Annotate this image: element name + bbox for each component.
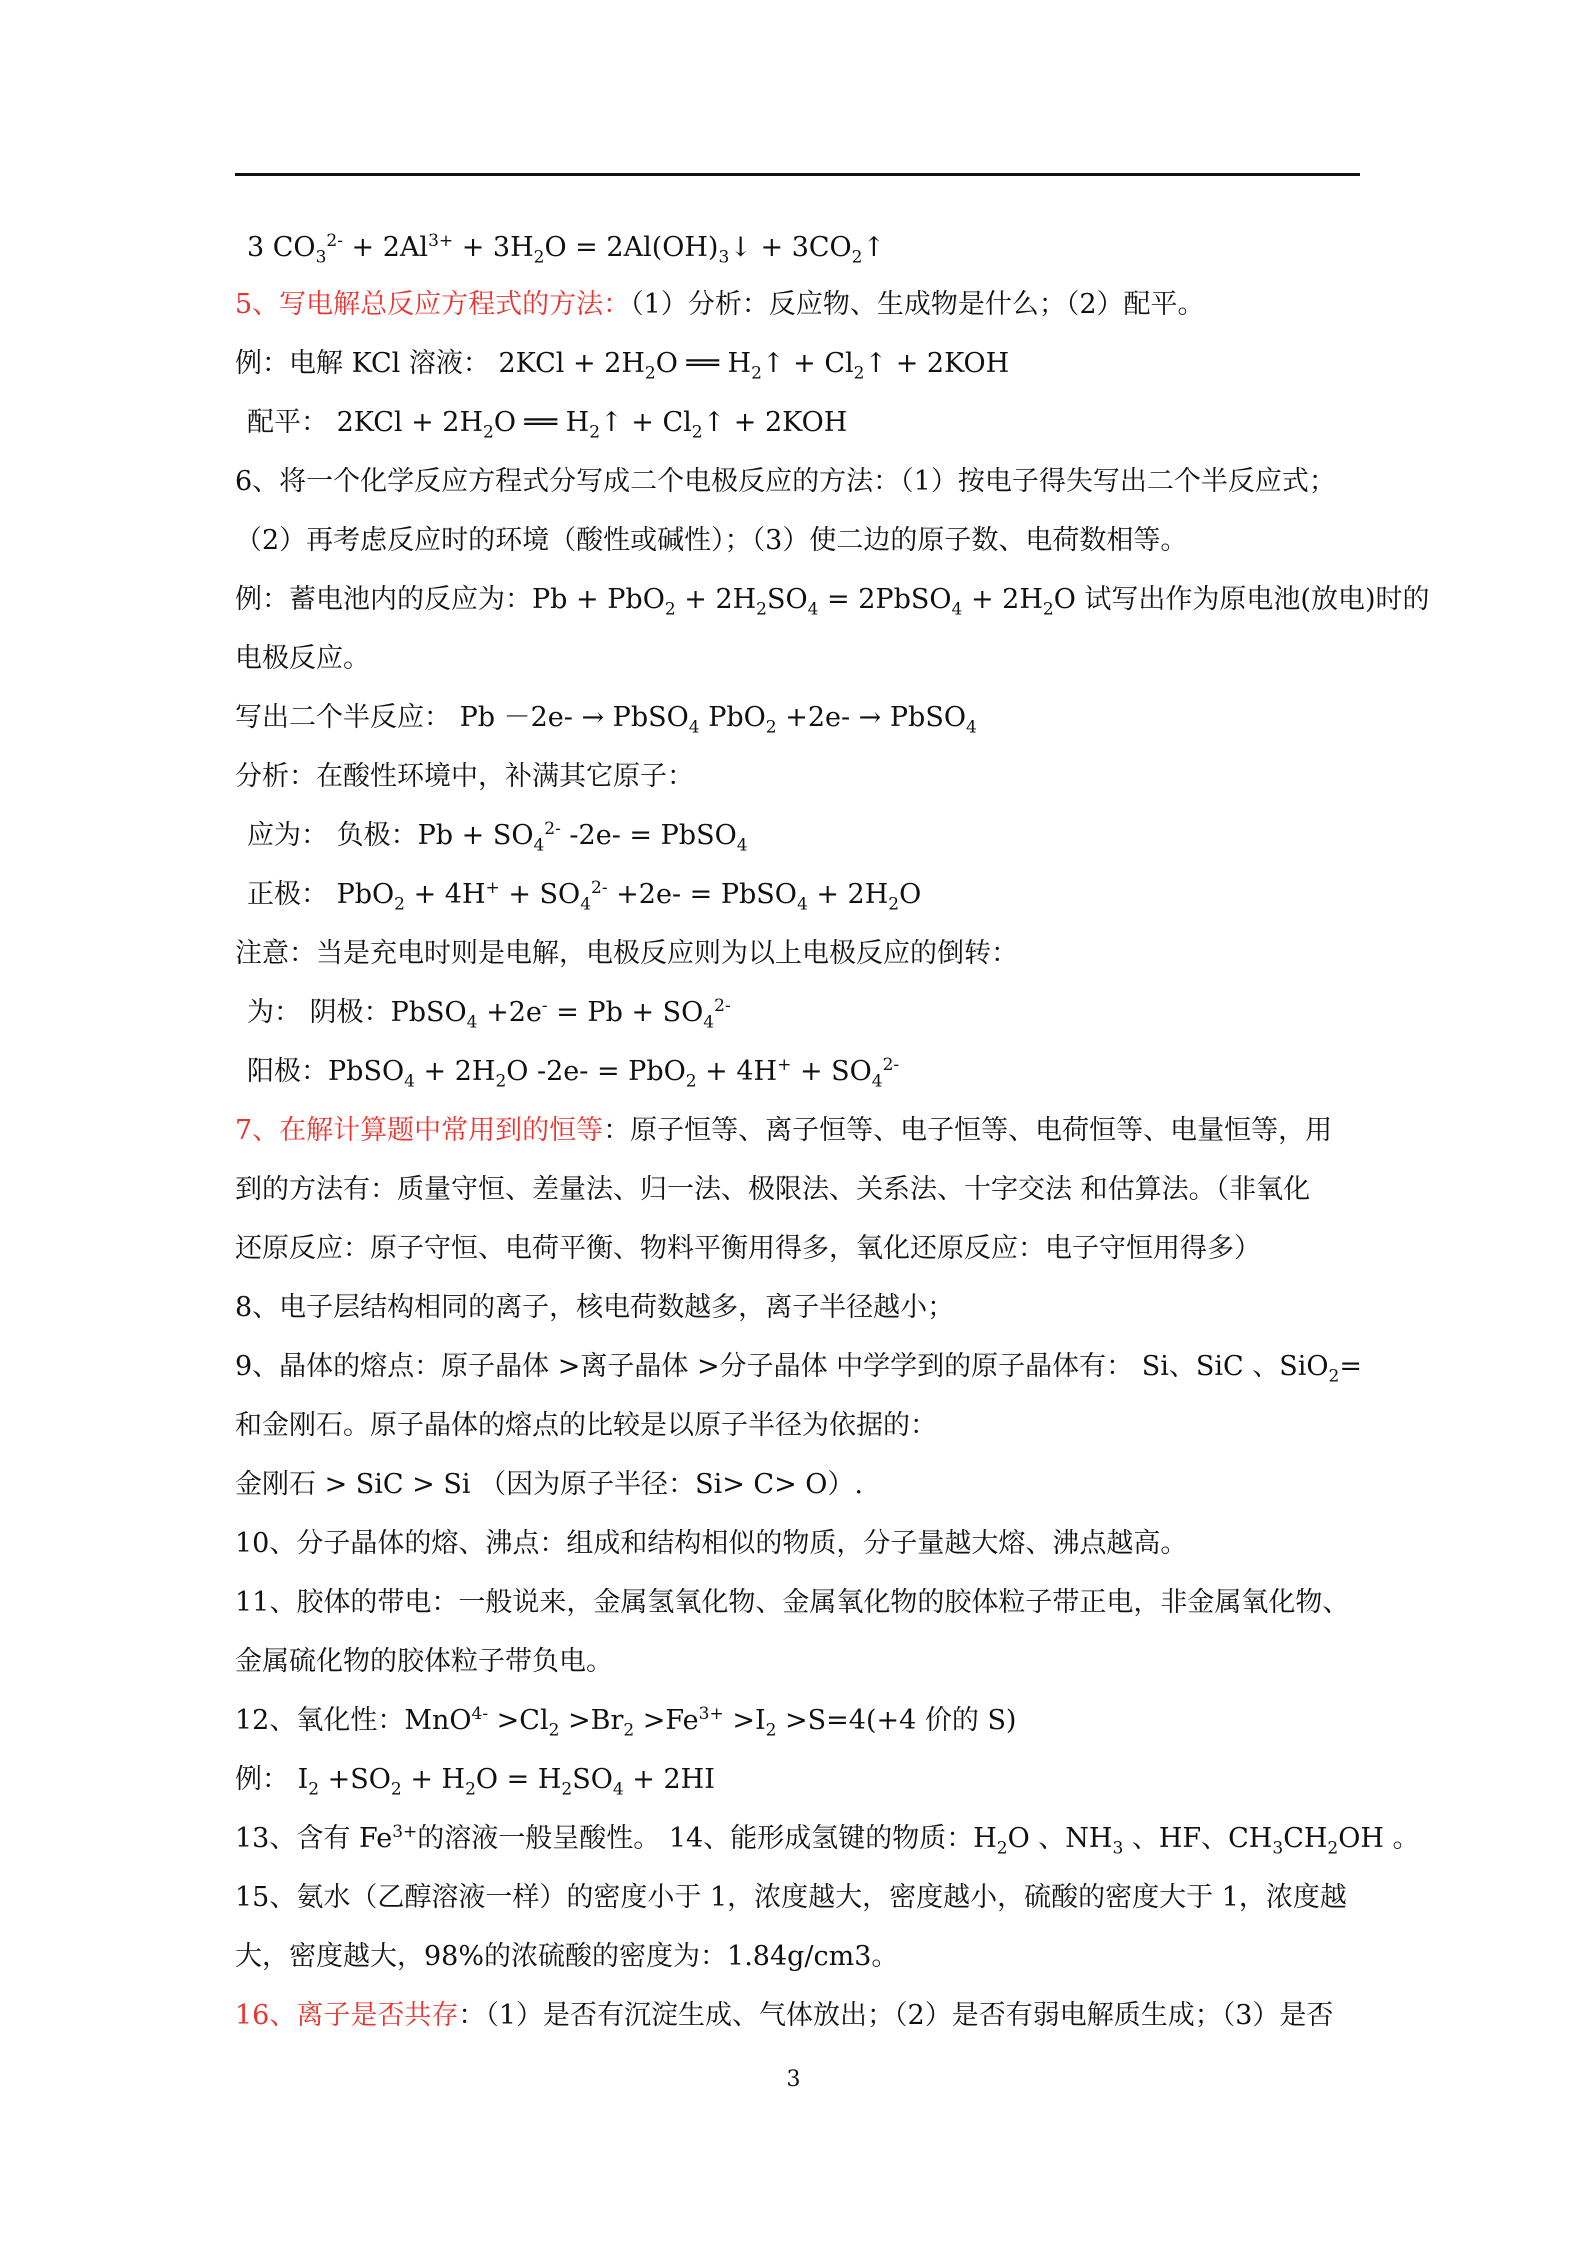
item-7-line-3: 还原反应：原子守恒、电荷平衡、物料平衡用得多，氧化还原反应：电子守恒用得多） [235, 1233, 1261, 1264]
page-number: 3 [786, 2067, 801, 2092]
analysis-line: 分析：在酸性环境中，补满其它原子： [235, 761, 694, 792]
item-6-example-line-2: 电极反应。 [235, 643, 370, 674]
equation-line-1: 3 $CO_3^{2-} + 2Al^{3+} + 3H_2O$ = $2Al(OH)_3↓$ + $3CO_2↑$ [247, 231, 886, 268]
item-5-example: 例：电解 KCl 溶液： $2KCl + 2H_2O$ ══ $H_2↑$ + $Cl_2↑ + 2KOH$ [235, 348, 1010, 384]
item-5-title: 5、写电解总反应方程式的方法： [235, 289, 631, 320]
item-11-line-2: 金属硫化物的胶体粒子带负电。 [235, 1646, 613, 1677]
item-6-line-1: 6、将一个化学反应方程式分写成二个电极反应的方法：（1）按电子得失写出二个半反应式； [235, 466, 1336, 497]
item-6-line-2: （2）再考虑反应时的环境（酸性或碱性）；（3）使二边的原子数、电荷数相等。 [235, 525, 1188, 556]
item-9-line-3: 金刚石 > SiC > Si （因为原子半径：Si> C> O）. [235, 1469, 863, 1500]
item-10: 10、分子晶体的熔、沸点：组成和结构相似的物质，分子量越大熔、沸点越高。 [235, 1528, 1188, 1559]
item-7-line-2: 到的方法有：质量守恒、差量法、归一法、极限法、关系法、十字交法 和估算法。（非氧化 [235, 1174, 1311, 1205]
item-12: 12、氧化性：$MnO^{4-} >Cl_2 >Br_2 >Fe^{3+} >I_2 >S=4(+4$ 价的 S) [235, 1704, 1017, 1741]
item-15-line-2: 大，密度越大，98%的浓硫酸的密度为：1.84g/cm3。 [235, 1941, 899, 1972]
item-13-14: 13、含有 $Fe^{3+}$的溶液一般呈酸性。 14、能形成氢键的物质：$H_2O$ 、$NH_3$ 、HF、$CH_3CH_2OH$ 。 [235, 1822, 1420, 1859]
header-rule [235, 173, 1360, 176]
item-6-example: 例：蓄电池内的反应为：$Pb + PbO_2 + 2H_2SO_4$ = 2PbSO$_4$ + $2H_2O$ 试写出作为原电池(放电)时的 [235, 584, 1430, 620]
item-9: 9、晶体的熔点：原子晶体 >离子晶体 >分子晶体 中学学到的原子晶体有： Si、SiC 、SiO$_2$= [235, 1351, 1362, 1387]
item-8: 8、电子层结构相同的离子，核电荷数越多，离子半径越小； [235, 1292, 955, 1323]
item-5: 5、写电解总反应方程式的方法：（1）分析：反应物、生成物是什么；（2）配平。 [235, 289, 1205, 320]
item-11: 11、胶体的带电：一般说来，金属氢氧化物、金属氧化物的胶体粒子带正电，非金属氧化物、 [235, 1587, 1350, 1618]
item-16-title: 16、离子是否共存 [235, 2000, 459, 2031]
item-15: 15、氨水（乙醇溶液一样）的密度小于 1，浓度越大，密度越小，硫酸的密度大于 1，浓度越 [235, 1882, 1347, 1913]
half-reactions: 写出二个半反应： Pb －2e- → PbSO$_4$ PbO$_2$ +2e- → PbSO$_4$ [235, 702, 977, 738]
negative-electrode: 应为： 负极：$Pb + SO_4^{2-}$ -2e- = PbSO$_4$ [247, 819, 748, 856]
item-16: 16、离子是否共存：（1）是否有沉淀生成、气体放出；（2）是否有弱电解质生成；（3）是否 [235, 2000, 1334, 2031]
item-7-title: 7、在解计算题中常用到的恒等 [235, 1115, 604, 1146]
item-5-balanced: 配平： $2KCl + 2H_2O$ ══ $H_2↑$ + $Cl_2↑ + 2KOH$ [247, 407, 848, 443]
note-line: 注意：当是充电时则是电解，电极反应则为以上电极反应的倒转： [235, 938, 1018, 969]
cathode-line: 为： 阴极：PbSO$_4$ $+2e^- = Pb + SO_4^{2-}$ [247, 996, 731, 1033]
item-7: 7、在解计算题中常用到的恒等：原子恒等、离子恒等、电子恒等、电荷恒等、电量恒等，用 [235, 1115, 1333, 1146]
item-12-example: 例： $I_2 +SO_2 + H_2O = H_2SO_4 + 2HI$ [235, 1764, 715, 1800]
positive-electrode: 正极： $PbO_2 + 4H^+ + SO_4^{2-} +2e-$ = PbSO$_4$ + $2H_2O$ [247, 878, 922, 915]
anode-line: 阳极：PbSO$_4$ + $2H_2O$ $-2e- = PbO_2 + 4H^+ + SO_4^{2-}$ [247, 1055, 900, 1092]
item-9-line-2: 和金刚石。原子晶体的熔点的比较是以原子半径为依据的： [235, 1410, 937, 1441]
